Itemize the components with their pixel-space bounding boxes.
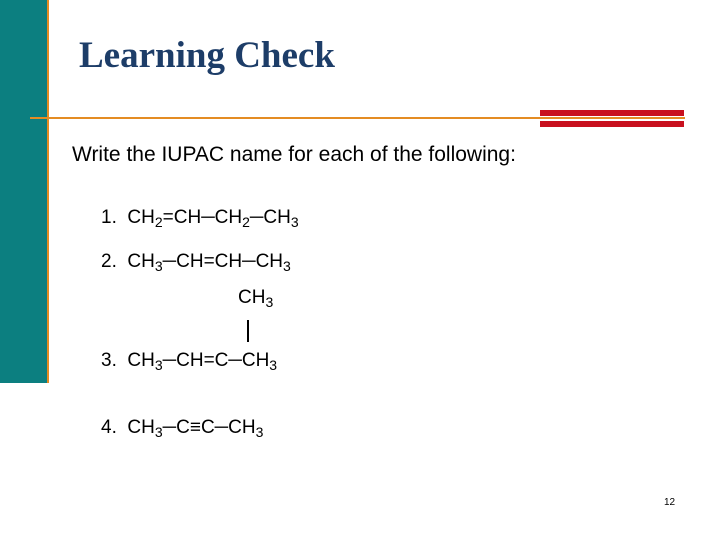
item-number: 2. (101, 251, 117, 272)
side-accent-line (47, 0, 49, 383)
formula-part: CH (127, 207, 155, 228)
formula-part: CH (127, 417, 155, 438)
formula-part: CH (127, 251, 155, 272)
subscript: 3 (154, 258, 163, 274)
subscript: 3 (269, 357, 278, 373)
page-number: 12 (664, 497, 676, 508)
subscript: 3 (154, 357, 163, 373)
formula-part: CH (127, 350, 155, 371)
item-number: 4. (101, 417, 117, 438)
formula-item-1 (101, 207, 299, 229)
item-number: 1. (101, 207, 117, 228)
methyl-branch (238, 287, 273, 309)
formula-part: ─CH=C─CH (162, 350, 270, 371)
formula-item-4 (101, 417, 263, 439)
slide-title: Learning Check (79, 35, 335, 76)
formula-part: ─CH (249, 207, 291, 228)
subscript: 3 (255, 424, 264, 440)
subscript: 2 (154, 214, 163, 230)
branch-bond (247, 320, 249, 342)
item-number: 3. (101, 350, 117, 371)
branch-group: CH (238, 287, 266, 308)
question-prompt: Write the IUPAC name for each of the following: (72, 143, 516, 166)
subscript: 3 (290, 214, 299, 230)
title-accent (540, 110, 684, 127)
formula-part: ─C≡C─CH (162, 417, 256, 438)
subscript: 3 (154, 424, 163, 440)
subscript: 3 (283, 258, 291, 274)
formula-part: ─CH=CH─CH (162, 251, 284, 272)
subscript: 3 (265, 294, 274, 310)
formula-item-3 (101, 350, 277, 372)
side-bar (0, 0, 47, 383)
formula-item-2 (101, 251, 291, 273)
subscript: 2 (242, 214, 250, 230)
formula-part: =CH─CH (162, 207, 243, 228)
